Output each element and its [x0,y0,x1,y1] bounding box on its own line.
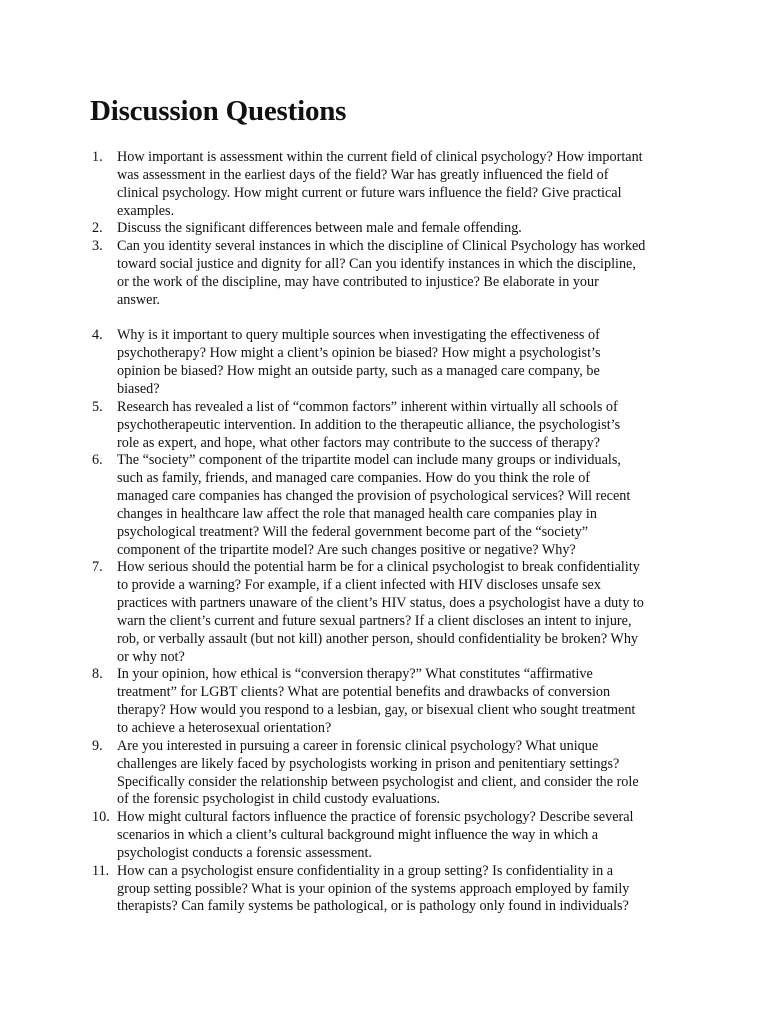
question-text-line: group setting possible? What is your opinion of the systems approach employed by family [117,880,630,897]
question-number: 10. [92,809,110,826]
page-title: Discussion Questions [90,95,347,127]
question-text-line: examples. [117,202,175,219]
question-text-line: How can a psychologist ensure confidentiality in a group setting? Is confidentiality in a [117,862,614,879]
question-text-line: How might cultural factors influence the practice of forensic psychology? Describe several [117,809,634,826]
question-text-line: psychotherapeutic intervention. In addition to the therapeutic alliance, the psychologist’s [117,416,621,433]
question-text-line: psychologist conducts a forensic assessment. [117,844,372,861]
question-text-line: therapy? How would you respond to a lesbian, gay, or bisexual client who sought treatment [117,702,636,719]
question-text-line: clinical psychology. How might current or future wars influence the field? Give practical [117,184,622,201]
question-text-line: rob, or verbally assault (but not kill) another person, should confidentiality be broken? Why [117,630,639,647]
question-text-line: therapists? Can family systems be pathological, or is pathology only found in individuals? [117,898,629,915]
question-text-line: or why not? [117,648,185,665]
question-number: 3. [92,238,103,255]
question-item-3 [92,238,692,309]
question-item-5 [92,399,692,453]
question-text-line: The “society” component of the tripartite model can include many groups or individuals, [117,452,621,469]
question-text-line: biased? [117,380,160,397]
question-number: 6. [92,452,103,469]
question-text-line: changes in healthcare law affect the role that managed health care companies play in [117,505,597,522]
question-text-line: such as family, friends, and managed care companies. How do you think the role of [117,470,591,487]
question-text-line: toward social justice and dignity for all? Can you identify instances in which the discipline, [117,256,636,273]
question-text-line: Discuss the significant differences between male and female offending. [117,220,522,237]
question-text-line: Why is it important to query multiple sources when investigating the effectiveness of [117,327,600,344]
question-text-line: Research has revealed a list of “common factors” inherent within virtually all schools of [117,398,618,415]
discussion-question-list [92,149,692,916]
question-text-line: was assessment in the earliest days of the field? War has greatly influenced the field of [117,166,609,183]
question-text-line: treatment” for LGBT clients? What are potential benefits and drawbacks of conversion [117,684,611,701]
question-text-line: How important is assessment within the current field of clinical psychology? How important [117,149,643,165]
question-number: 5. [92,398,103,415]
question-text-line: Can you identity several instances in which the discipline of Clinical Psychology has worked [117,238,646,255]
question-number: 4. [92,327,103,344]
question-text-line: practices with partners unaware of the client’s HIV status, does a psychologist have a duty to [117,595,644,612]
question-text-line: challenges are likely faced by psychologists working in prison and penitentiary settings? [117,755,620,772]
question-item-10 [92,809,692,863]
question-text-line: warn the client’s current and future sexual partners? If a client discloses an intent to injure, [117,612,632,629]
question-number: 7. [92,559,103,576]
question-text-line: role as expert, and hope, what other factors may contribute to the success of therapy? [117,434,600,451]
question-item-7 [92,559,692,666]
question-text-line: to achieve a heterosexual orientation? [117,720,332,736]
question-number: 11. [92,862,110,879]
question-number: 2. [92,220,103,237]
question-text-line: of the forensic psychologist in child custody evaluations. [117,791,441,808]
question-text-line: How serious should the potential harm be for a clinical psychologist to break confidentiality [117,559,640,576]
question-item-4 [92,327,692,398]
question-text-line: In your opinion, how ethical is “conversion therapy?” What constitutes “affirmative [117,666,593,683]
question-text-line: Specifically consider the relationship between psychologist and client, and consider the role [117,773,639,790]
question-number: 9. [92,737,103,754]
question-text-line: managed care companies has changed the provision of psychological services? Will recent [117,488,631,505]
question-text-line: psychological treatment? Will the federal government become part of the “society” [117,523,589,540]
question-text-line: opinion be biased? How might an outside party, such as a managed care company, be [117,363,600,380]
question-item-2 [92,220,692,238]
question-number: 8. [92,666,103,683]
question-text-line: scenarios in which a client’s cultural background might influence the way in which a [117,827,599,844]
question-text-line: to provide a warning? For example, if a client infected with HIV discloses unsafe sex [117,577,601,594]
question-item-8 [92,666,692,737]
question-text-line: answer. [117,291,160,308]
question-number: 1. [92,149,103,165]
question-item-6 [92,452,692,559]
question-item-1 [92,149,692,220]
question-text-line: psychotherapy? How might a client’s opinion be biased? How might a psychologist’s [117,345,601,362]
question-item-11 [92,863,692,917]
question-text-line: Are you interested in pursuing a career in forensic clinical psychology? What unique [117,737,599,754]
question-item-9 [92,738,692,809]
question-text-line: component of the tripartite model? Are such changes positive or negative? Why? [117,541,576,558]
question-text-line: or the work of the discipline, may have contributed to injustice? Be elaborate in your [117,273,599,290]
